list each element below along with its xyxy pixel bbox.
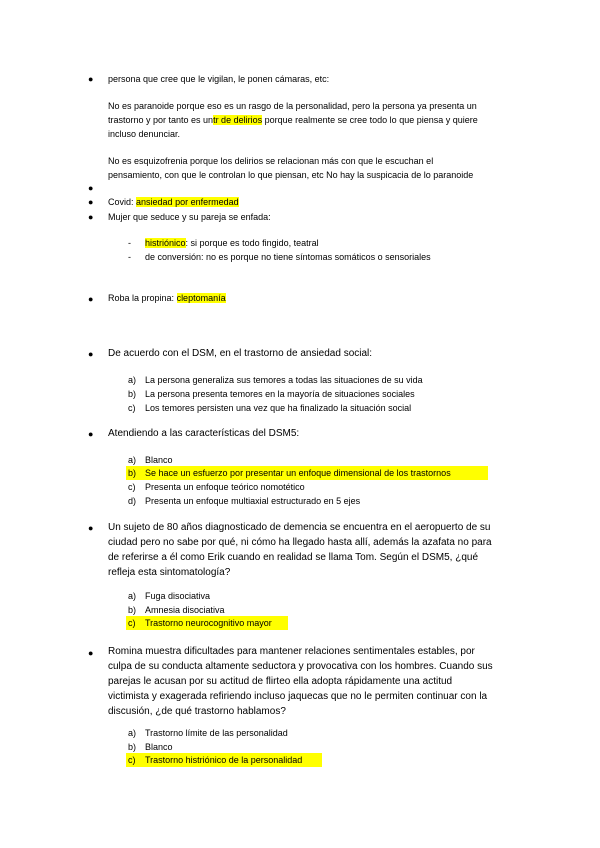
option-text: Presenta un enfoque teórico nomotético [145, 482, 305, 492]
option-letter: c) [128, 618, 136, 628]
bullet-icon: ● [88, 294, 94, 304]
option-letter: b) [128, 742, 137, 752]
bullet-icon: ● [88, 523, 94, 533]
question-stem: parejas le acusan por su actitud de flirteo ella adopta rápidamente una actitud [108, 676, 453, 687]
question-stem: Atendiendo a las características del DSM5: [108, 428, 300, 439]
note-line: No es paranoide porque eso es un rasgo de la personalidad, pero la persona ya presenta un [108, 101, 477, 111]
note-line: No es esquizofrenia porque los delirios se relacionan más con que le escuchan el [108, 156, 434, 166]
note-line: Roba la propina: cleptomanía [108, 293, 226, 303]
question-stem: ciudad pero no sabe por qué, ni cómo ha llegado hasta allí, además la azafata no para [108, 537, 492, 548]
bullet-icon: ● [88, 212, 94, 222]
option-letter: d) [128, 496, 137, 506]
option-text: Blanco [145, 742, 173, 752]
highlight: tr de delirios [213, 115, 263, 125]
option-text: Trastorno histriónico de la personalidad [145, 755, 303, 765]
option-text: Los temores persisten una vez que ha finalizado la situación social [145, 403, 412, 413]
option-text: La persona generaliza sus temores a todas las situaciones de su vida [145, 375, 423, 385]
option-letter: a) [128, 375, 137, 385]
question-stem: De acuerdo con el DSM, en el trastorno de ansiedad social: [108, 348, 373, 359]
option-text: Fuga disociativa [145, 591, 211, 601]
option-text: Se hace un esfuerzo por presentar un enfoque dimensional de los trastornos [145, 468, 451, 478]
question-stem: Romina muestra dificultades para mantener relaciones sentimentales estables, por [108, 646, 475, 657]
option-letter: b) [128, 468, 137, 478]
note-line: Covid: ansiedad por enfermedad [108, 197, 239, 207]
note-line: incluso denunciar. [108, 129, 181, 139]
option-letter: a) [128, 591, 137, 601]
question-stem: Un sujeto de 80 años diagnosticado de demencia se encuentra en el aeropuerto de su [108, 522, 491, 533]
bullet-icon: ● [88, 74, 94, 84]
highlight: cleptomanía [176, 293, 226, 303]
option-letter: a) [128, 728, 137, 738]
note-line: Mujer que seduce y su pareja se enfada: [108, 212, 271, 222]
bullet-icon: ● [88, 648, 94, 658]
question-stem: discusión, ¿de qué trastorno hablamos? [108, 706, 286, 717]
highlight: ansiedad por enfermedad [136, 197, 239, 207]
note-line: persona que cree que le vigilan, le ponen cámaras, etc: [108, 74, 330, 84]
option-text: Blanco [145, 455, 173, 465]
dash-icon: - [128, 238, 131, 248]
question-stem: refleja esta sintomatología? [108, 567, 231, 578]
option-letter: b) [128, 389, 137, 399]
highlight: histriónico [145, 238, 186, 248]
option-text: La persona presenta temores en la mayoría de situaciones sociales [145, 389, 415, 399]
option-text: Presenta un enfoque multiaxial estructurado en 5 ejes [145, 496, 361, 506]
bullet-icon: ● [88, 197, 94, 207]
option-letter: b) [128, 605, 137, 615]
option-text: Trastorno neurocognitivo mayor [145, 618, 272, 628]
sub-item: de conversión: no es porque no tiene síntomas somáticos o sensoriales [145, 252, 431, 262]
question-stem: de referirse a él como Erik cuando en realidad se llama Tom. Según el DSM5, ¿qué [108, 552, 479, 563]
question-stem: culpa de su conducta altamente seductora y provocativa con los hombres. Cuando sus [108, 661, 493, 672]
note-line: trastorno y por tanto es untr de delirios porque realmente se cree todo lo que piensa y quiere [108, 115, 478, 125]
option-letter: c) [128, 755, 136, 765]
dash-icon: - [128, 252, 131, 262]
option-letter: c) [128, 482, 136, 492]
option-text: Trastorno límite de las personalidad [145, 728, 288, 738]
option-letter: a) [128, 455, 137, 465]
option-letter: c) [128, 403, 136, 413]
note-line: pensamiento, con que le controlan lo que piensan, etc No hay la suspicacia de lo paranoide [108, 170, 474, 180]
bullet-icon: ● [88, 183, 94, 193]
sub-item: histriónico: si porque es todo fingido, teatral [145, 238, 319, 248]
question-stem: victimista y exagerada refiriendo incluso jaquecas que no le permiten continuar con la [108, 691, 488, 702]
bullet-icon: ● [88, 349, 94, 359]
bullet-icon: ● [88, 429, 94, 439]
option-text: Amnesia disociativa [145, 605, 225, 615]
